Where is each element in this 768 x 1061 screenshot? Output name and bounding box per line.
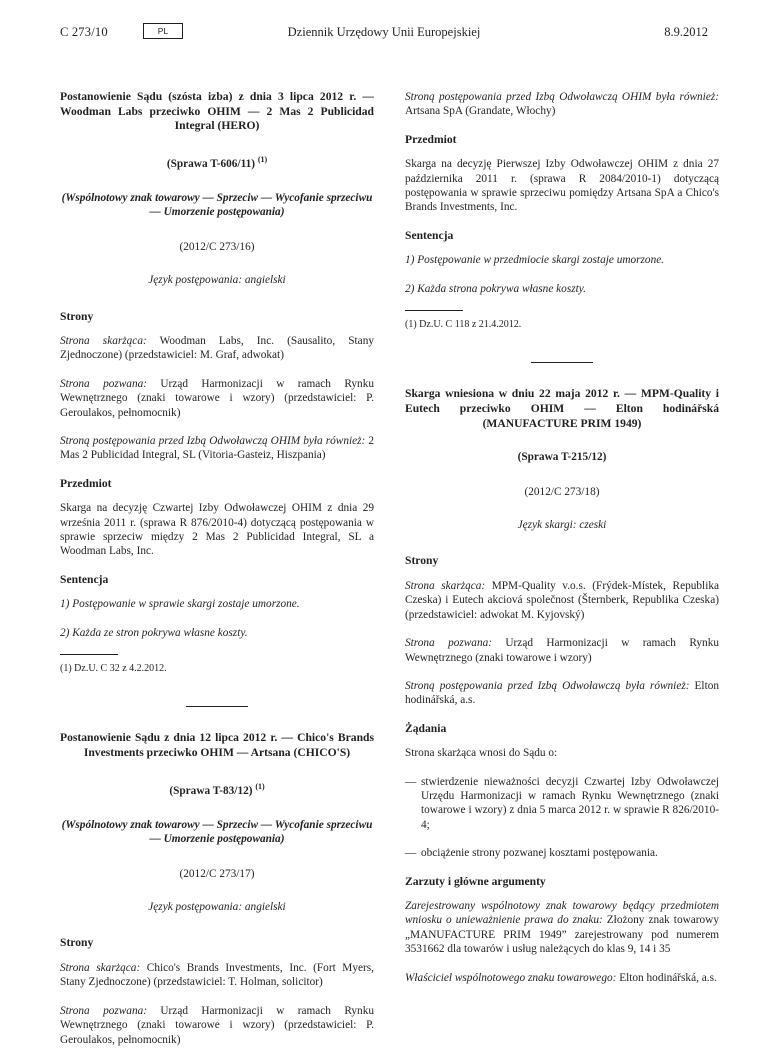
procedure-language: Język postępowania: angielski [148, 901, 286, 914]
section-heading-parties: Strony [60, 309, 94, 323]
article-title: Skarga wniesiona w dniu 22 maja 2012 r. — MPM-Quality i Eutech przeciwko OHIM — Elton hodinářská (MANUFACTURE PRIM 1949) [405, 387, 719, 430]
section-heading-subject: Przedmiot [60, 476, 112, 490]
case-number: (Sprawa T-83/12) $^{(1)}$ [169, 781, 265, 797]
section-heading-operative: Sentencja [405, 228, 454, 242]
article-separator [186, 706, 248, 707]
plea-proprietor: Właściciel wspólnotowego znaku towarowego: Elton hodinářská, a.s. [405, 971, 717, 984]
footnote-rule [60, 654, 118, 655]
subject-text: Skarga na decyzję Czwartej Izby Odwoławczej OHIM z dnia 29 września 2011 r. (sprawa R 876/2010-4) dotyczącą postępowania w sprawie sprzeciw między 2 Mas 2 Publicidad Integral, SL a Woodman Labs, Inc. [60, 502, 374, 558]
article-separator [531, 362, 593, 363]
oj-reference: (2012/C 273/17) [179, 867, 255, 880]
party-defendant: Strona pozwana: Urząd Harmonizacji w ramach Rynku Wewnętrznego (znaki towarowe i wzory) [405, 637, 719, 664]
operative-item: 2) Każda ze stron pokrywa własne koszty. [60, 626, 248, 639]
operative-item: 1) Postępowanie w przedmiocie skargi zostaje umorzone. [405, 254, 665, 267]
party-defendant: Strona pozwana: Urząd Harmonizacji w ramach Rynku Wewnętrznego (znaki towarowe i wzory) (przedstawiciel: P. Geroulakos, pełnomocnik) [60, 377, 374, 419]
section-heading-parties: Strony [405, 554, 439, 568]
journal-title: Dziennik Urzędowy Unii Europejskiej [287, 25, 481, 39]
footnote-ref[interactable]: (1) [255, 781, 265, 791]
subject-text: Skarga na decyzję Pierwszej Izby Odwoławczej OHIM z dnia 27 października 2011 r. (sprawa R 2084/2010-1) dotyczącą postępowania w sprawie sprzeciwu pomiędzy Artsana SpA a Chico's Brands Investments, Inc. [405, 158, 719, 214]
page-header [0, 22, 768, 46]
party-applicant: Strona skarżąca: Woodman Labs, Inc. (Sausalito, Stany Zjednoczone) (przedstawiciel: M. Graf, adwokat) [60, 334, 374, 362]
oj-reference: (2012/C 273/18) [524, 485, 600, 498]
dash-marker: — [405, 847, 417, 860]
section-heading-subject: Przedmiot [405, 132, 457, 146]
claim-item: — stwierdzenie nieważności decyzji Czwartej Izby Odwoławczej Urzędu Harmonizacji w ramach Rynku Wewnętrznego (znaki towarowe i wzory) z dnia 5 marca 2012 r. w sprawie R 826/2010-4; [405, 775, 719, 831]
section-heading-parties: Strony [60, 936, 94, 950]
article-title: Postanowienie Sądu z dnia 12 lipca 2012 r. — Chico's Brands Investments przeciwko OHIM — Artsana (CHICO'S) [60, 731, 374, 760]
procedure-language: Język skargi: czeski [517, 519, 607, 532]
article-title: Postanowienie Sądu (szósta izba) z dnia 3 lipca 2012 r. — Woodman Labs przeciwko OHIM — 2 Mas 2 Publicidad Integral (HERO) [60, 90, 374, 133]
party-defendant: Strona pozwana: Urząd Harmonizacji w ramach Rynku Wewnętrznego (znaki towarowe i wzory) (przedstawiciel: P. Geroulakos, pełnomocnik) [60, 1004, 374, 1046]
procedure-language: Język postępowania: angielski [148, 274, 286, 287]
operative-item: 1) Postępowanie w sprawie skargi zostaje umorzone. [60, 598, 300, 611]
party-other: Stroną postępowania przed Izbą Odwoławczą OHIM była również: 2 Mas 2 Publicidad Integral, SL (Vitoria-Gasteiz, Hiszpania) [60, 435, 374, 462]
section-heading-claims: Żądania [405, 721, 447, 735]
right-column [405, 90, 719, 999]
plea-trademark: Zarejestrowany wspólnotowy znak towarowy będący przedmiotem wniosku o unieważnienie prawa do znaku: Złożony znak towarowy „MANUFACTURE PRIM 1949” zarejestrowany pod numerem 3531662 dla towarów i usług należących do klas 9, 14 i 35 [405, 899, 719, 956]
claim-item: — obciążenie strony pozwanej kosztami postępowania. [405, 847, 658, 860]
footnote: (1) Dz.U. C 32 z 4.2.2012. [60, 663, 167, 675]
left-column [60, 90, 374, 1061]
party-applicant: Strona skarżąca: MPM-Quality v.o.s. (Frýdek-Místek, Republika Czeska) i Eutech akciová společnost (Šternberk, Republika Czeska) (przedstawiciel: adwokat M. Kyjovský) [405, 579, 719, 621]
issue-date: 8.9.2012 [664, 25, 708, 39]
party-applicant: Strona skarżąca: Chico's Brands Investments, Inc. (Fort Myers, Stany Zjednoczone) (przedstawiciel: T. Holman, solicitor) [60, 961, 374, 989]
party-other: Stroną postępowania przed Izbą Odwoławczą OHIM była również: Artsana SpA (Grandate, Włochy) [405, 91, 719, 118]
case-keywords: (Wspólnotowy znak towarowy — Sprzeciw — Wycofanie sprzeciwu — Umorzenie postępowania) [61, 818, 373, 846]
case-keywords: (Wspólnotowy znak towarowy — Sprzeciw — Wycofanie sprzeciwu — Umorzenie postępowania) [61, 191, 373, 219]
oj-reference: (2012/C 273/16) [179, 240, 255, 253]
case-number: (Sprawa T-215/12) [517, 451, 607, 464]
language-badge: PL [143, 23, 183, 39]
section-heading-operative: Sentencja [60, 572, 109, 586]
page-number: C 273/10 [60, 25, 108, 39]
party-other: Stroną postępowania przed Izbą Odwoławczą była również: Elton hodinářská, a.s. [405, 679, 720, 707]
operative-item: 2) Każda strona pokrywa własne koszty. [405, 282, 586, 295]
section-heading-pleas: Zarzuty i główne argumenty [405, 874, 546, 888]
footnote-rule [405, 310, 463, 311]
footnote-ref[interactable]: (1) [257, 154, 268, 164]
case-number: (Sprawa T-606/11) $^{(1)}$ [166, 154, 268, 170]
footnote: (1) Dz.U. C 118 z 21.4.2012. [405, 319, 522, 331]
claims-intro: Strona skarżąca wnosi do Sądu o: [405, 747, 558, 760]
dash-marker: — [405, 775, 417, 788]
